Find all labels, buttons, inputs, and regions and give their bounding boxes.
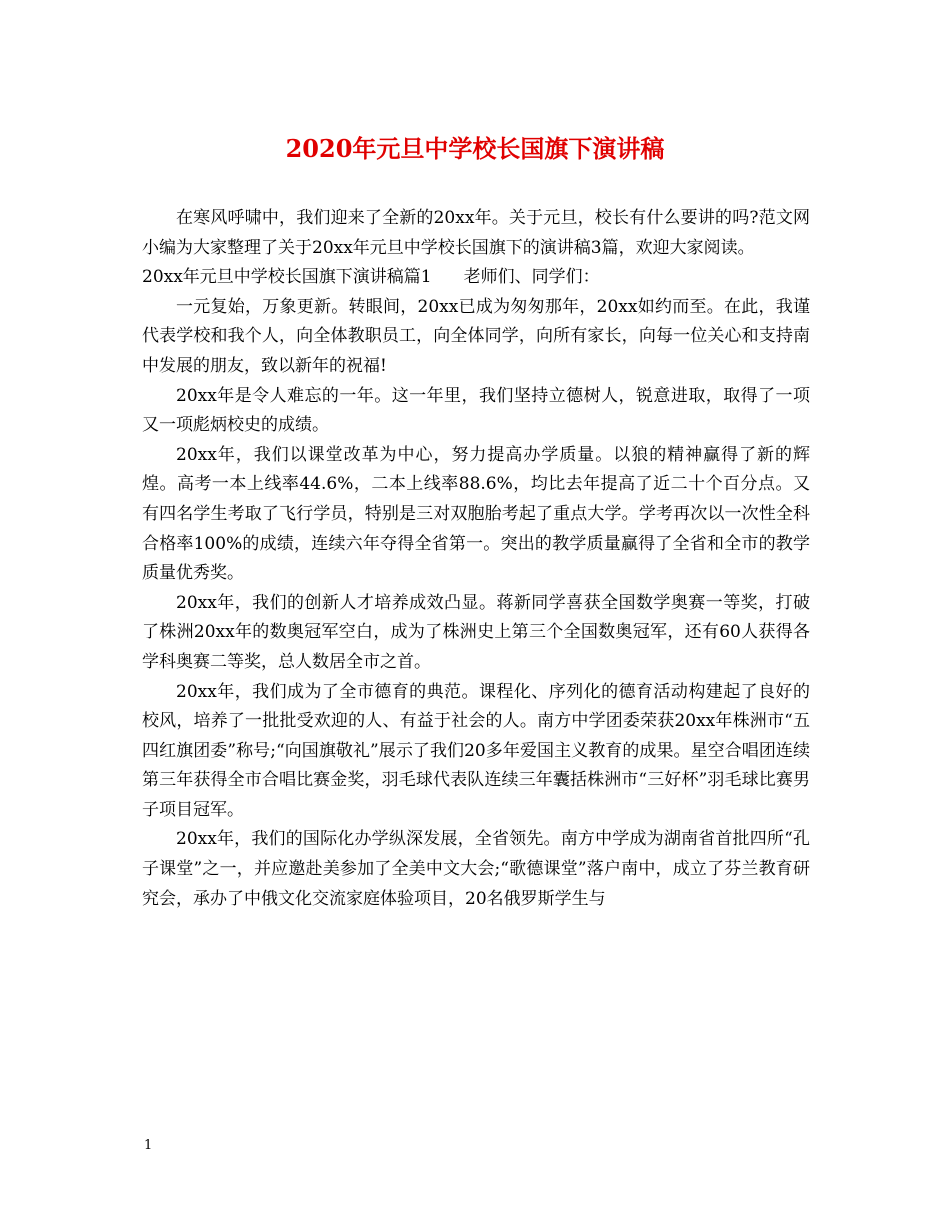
page-number: 1	[144, 1138, 153, 1153]
body-paragraph: 20xx年，我们的国际化办学纵深发展，全省领先。南方中学成为湖南省首批四所“孔子课堂”之一，并应邀赴美参加了全美中文大会;“歌德课堂”落户南中，成立了芬兰教育研究会，承办了中俄文化交流家庭体验项目，20名俄罗斯学生与	[142, 829, 810, 909]
salutation: 老师们、同学们：	[463, 267, 600, 288]
body-paragraph: 20xx年是令人难忘的一年。这一年里，我们坚持立德树人，锐意进取，取得了一项又一项彪炳校史的成绩。	[142, 385, 810, 436]
body-paragraph: 20xx年，我们的创新人才培养成效凸显。蒋新同学喜获全国数学奥赛一等奖，打破了株洲20xx年的数奥冠军空白，成为了株洲史上第三个全国数奥冠军，还有60人获得各学科奥赛二等奖，总人数居全市之首。	[142, 592, 810, 672]
speech-heading: 20xx年元旦中学校长国旗下演讲稿篇1	[142, 267, 432, 288]
body-paragraph: 一元复始，万象更新。转眼间，20xx已成为匆匆那年，20xx如约而至。在此，我谨代表学校和我个人，向全体教职员工，向全体同学，向所有家长，向每一位关心和支持南中发展的朋友，致以新年的祝福!	[142, 296, 810, 376]
body-paragraph: 20xx年，我们以课堂改革为中心，努力提高办学质量。以狼的精神赢得了新的辉煌。高考一本上线率44.6%，二本上线率88.6%，均比去年提高了近二十个百分点。又有四名学生考取了飞行学员，特别是三对双胞胎考起了重点大学。学考再次以一次性全科合格率100%的成绩，连续六年夺得全省第一。突出的教学质量赢得了全省和全市的教学质量优秀奖。	[142, 444, 810, 584]
intro-paragraph: 在寒风呼啸中，我们迎来了全新的20xx年。关于元旦，校长有什么要讲的吗?范文网小编为大家整理了关于20xx年元旦中学校长国旗下的演讲稿3篇，欢迎大家阅读。	[142, 208, 810, 258]
document-body	[142, 204, 810, 914]
page-title: 2020年元旦中学校长国旗下演讲稿	[285, 134, 665, 163]
speech-heading-line	[142, 263, 810, 293]
body-paragraph: 20xx年，我们成为了全市德育的典范。课程化、序列化的德育活动构建起了良好的校风，培养了一批批受欢迎的人、有益于社会的人。南方中学团委荣获20xx年株洲市“五四红旗团委”称号;“向国旗敬礼”展示了我们20多年爱国主义教育的成果。星空合唱团连续第三年获得全市合唱比赛金奖，羽毛球代表队连续三年囊括株洲市“三好杯”羽毛球比赛男子项目冠军。	[142, 681, 810, 820]
